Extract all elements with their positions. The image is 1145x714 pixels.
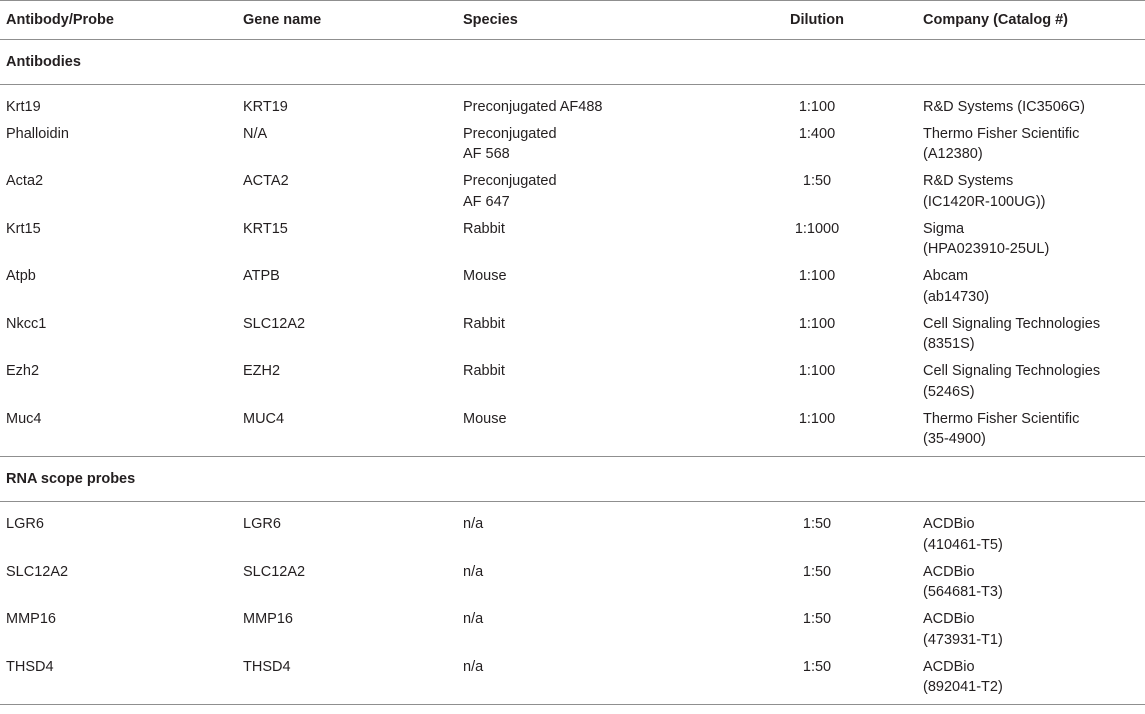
cell-species — [457, 657, 717, 705]
cell-species-line: AF 568 — [463, 146, 510, 162]
cell-company — [917, 85, 1145, 124]
cell-species-line: n/a — [463, 563, 484, 580]
cell-gene-name: MMP16 — [243, 611, 293, 627]
cell-company-line: (473931-T1) — [923, 631, 1003, 648]
cell-gene-name: ATPB — [243, 268, 280, 284]
cell-antibody: THSD4 — [0, 657, 237, 705]
cell-antibody: Atpb — [6, 268, 36, 284]
cell-gene-name: SLC12A2 — [243, 563, 306, 580]
cell-dilution: 1:50 — [802, 173, 832, 189]
table-body — [0, 40, 1145, 705]
cell-species — [457, 171, 717, 219]
cell-company — [917, 171, 1145, 219]
cell-company — [917, 314, 1145, 362]
cell-species — [457, 361, 717, 409]
cell-dilution: 1:50 — [717, 657, 917, 705]
cell-dilution: 1:50 — [802, 516, 832, 532]
cell-species-line: Rabbit — [463, 220, 505, 237]
table-row — [0, 266, 1145, 314]
table-row — [0, 124, 1145, 172]
cell-antibody: Nkcc1 — [6, 315, 47, 332]
cell-antibody: MMP16 — [6, 611, 56, 627]
cell-gene-name: N/A — [243, 125, 268, 142]
cell-company-line: (892041-T2) — [923, 679, 1003, 695]
cell-company-line: (35-4900) — [923, 431, 986, 447]
table-row — [0, 609, 1145, 657]
cell-dilution: 1:100 — [798, 315, 836, 332]
cell-gene-name: LGR6 — [243, 516, 281, 532]
cell-dilution: 1:100 — [717, 409, 917, 457]
cell-species — [457, 314, 717, 362]
cell-company — [917, 502, 1145, 562]
cell-species-line: Mouse — [463, 410, 507, 427]
cell-company-line: ACDBio — [923, 516, 975, 532]
cell-gene-name: KRT15 — [243, 220, 288, 237]
cell-company-line: Sigma — [923, 220, 965, 237]
cell-company-line: Thermo Fisher Scientific — [923, 125, 1080, 142]
cell-species — [457, 219, 717, 267]
cell-antibody: Phalloidin — [6, 125, 69, 142]
cell-antibody: Krt19 — [6, 99, 41, 115]
cell-species — [457, 502, 717, 562]
cell-gene-name: SLC12A2 — [243, 315, 306, 332]
table-row — [0, 219, 1145, 267]
cell-species — [457, 124, 717, 172]
cell-species — [457, 85, 717, 124]
cell-company — [917, 562, 1145, 610]
cell-company — [917, 266, 1145, 314]
cell-company-line: Abcam — [923, 268, 969, 284]
cell-species — [457, 266, 717, 314]
cell-species — [457, 609, 717, 657]
table-row — [0, 85, 1145, 124]
cell-antibody: SLC12A2 — [6, 563, 69, 580]
cell-company — [917, 657, 1145, 705]
cell-company-line: (A12380) — [923, 146, 983, 162]
cell-company-line: (ab14730) — [923, 288, 990, 305]
cell-company-line: (IC1420R-100UG)) — [923, 193, 1046, 210]
table-header-row — [0, 1, 1145, 40]
header-antibody: Antibody/Probe — [6, 12, 114, 28]
cell-species-line: Preconjugated — [463, 173, 557, 189]
cell-species-line: Rabbit — [463, 363, 505, 379]
cell-company-line: R&D Systems — [923, 173, 1014, 189]
table-row — [0, 314, 1145, 362]
cell-species-line: Preconjugated AF488 — [463, 99, 603, 115]
header-species: Species — [463, 12, 518, 28]
cell-species-line: Mouse — [463, 268, 507, 284]
cell-company — [917, 361, 1145, 409]
cell-company-line: ACDBio — [923, 658, 975, 675]
cell-species-line: Preconjugated — [463, 125, 557, 142]
cell-company — [917, 124, 1145, 172]
cell-company-line: ACDBio — [923, 611, 975, 627]
cell-species — [457, 409, 717, 457]
table-row — [0, 562, 1145, 610]
cell-company-line: R&D Systems (IC3506G) — [923, 99, 1085, 115]
header-company: Company (Catalog #) — [923, 12, 1069, 28]
cell-species-line: n/a — [463, 611, 484, 627]
cell-company-line: Cell Signaling Technologies — [923, 315, 1101, 332]
cell-gene-name: EZH2 — [243, 363, 281, 379]
cell-species-line: n/a — [463, 658, 484, 675]
table-row — [0, 361, 1145, 409]
cell-company — [917, 609, 1145, 657]
cell-antibody: Krt15 — [6, 220, 41, 237]
cell-antibody: Muc4 — [0, 409, 237, 457]
cell-dilution: 1:400 — [798, 125, 836, 142]
cell-gene-name: THSD4 — [237, 657, 457, 705]
table-row — [0, 657, 1145, 705]
cell-gene-name: MUC4 — [237, 409, 457, 457]
cell-company-line: Cell Signaling Technologies — [923, 363, 1101, 379]
cell-species-line: n/a — [463, 516, 484, 532]
section-row-antibodies — [0, 40, 1145, 85]
cell-dilution: 1:1000 — [794, 220, 840, 237]
cell-gene-name: KRT19 — [243, 99, 288, 115]
cell-company-line: ACDBio — [923, 563, 975, 580]
table-row — [0, 409, 1145, 457]
cell-company-line: (410461-T5) — [923, 536, 1003, 553]
header-dilution: Dilution — [790, 12, 844, 28]
cell-company-line: (HPA023910-25UL) — [923, 241, 1050, 257]
cell-dilution: 1:100 — [798, 268, 836, 284]
cell-dilution: 1:100 — [798, 99, 836, 115]
cell-species — [457, 562, 717, 610]
section-row-rnascope — [0, 457, 1145, 502]
cell-dilution: 1:50 — [802, 563, 832, 580]
section-title: RNA scope probes — [0, 457, 1145, 502]
cell-company — [917, 409, 1145, 457]
cell-antibody: LGR6 — [6, 516, 44, 532]
cell-antibody: Acta2 — [6, 173, 44, 189]
table-row — [0, 171, 1145, 219]
cell-company — [917, 219, 1145, 267]
cell-species-line: AF 647 — [463, 193, 510, 210]
section-title: Antibodies — [0, 40, 1145, 85]
cell-company-line: (5246S) — [923, 383, 975, 400]
cell-dilution: 1:50 — [802, 611, 832, 627]
header-gene-name: Gene name — [243, 12, 322, 28]
cell-gene-name: ACTA2 — [243, 173, 289, 189]
cell-species-line: Rabbit — [463, 315, 505, 332]
cell-company-line: Thermo Fisher Scientific — [923, 410, 1080, 427]
cell-dilution: 1:100 — [798, 363, 836, 379]
cell-company-line: (564681-T3) — [923, 584, 1003, 600]
table-row — [0, 502, 1145, 562]
cell-company-line: (8351S) — [923, 336, 975, 352]
cell-antibody: Ezh2 — [6, 363, 40, 379]
